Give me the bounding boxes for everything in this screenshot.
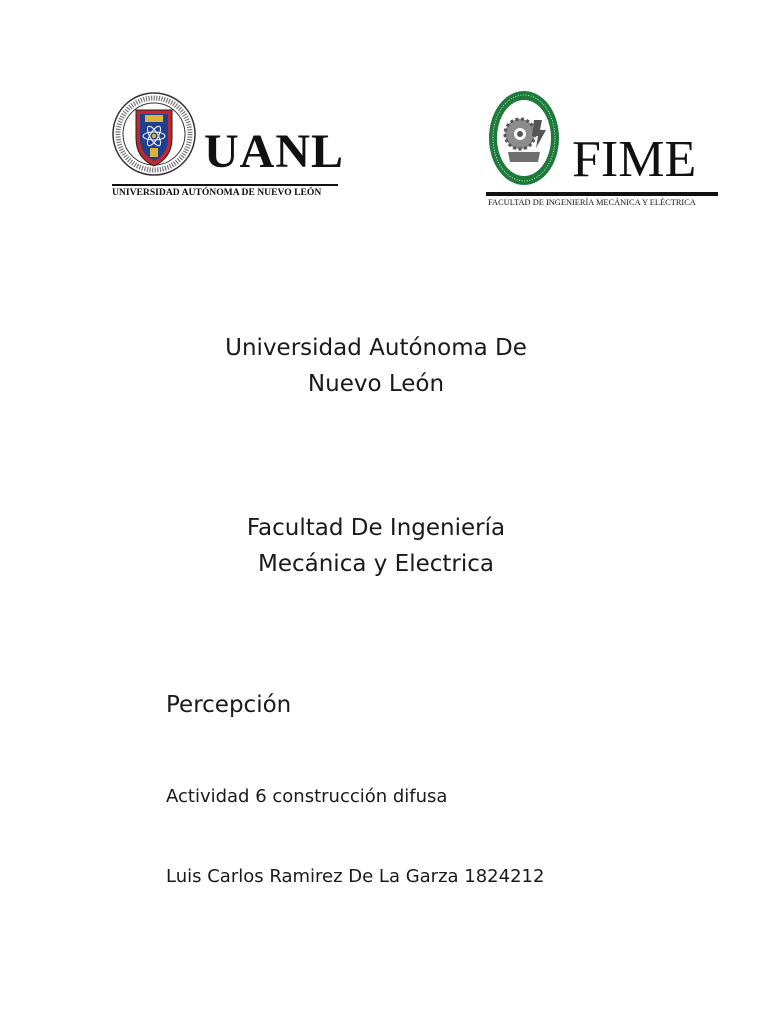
faculty-name (0, 510, 752, 582)
uanl-wordmark: UANL (204, 125, 345, 178)
activity-title: Actividad 6 construcción difusa (166, 786, 448, 807)
fime-subtitle: FACULTAD DE INGENIERÍA MECÁNICA Y ELÉCTRICA (488, 198, 696, 207)
fime-seal-icon (488, 90, 560, 186)
fime-divider (486, 192, 718, 196)
university-name-line-2: Nuevo León (307, 371, 445, 397)
course-title: Percepción (166, 692, 292, 718)
university-name (0, 330, 752, 402)
uanl-divider (112, 184, 338, 186)
fime-logo (486, 88, 720, 212)
uanl-logo (112, 92, 345, 200)
faculty-name-line-1: Facultad De Ingeniería (246, 515, 506, 541)
author-name: Luis Carlos Ramirez De La Garza 1824212 (166, 866, 545, 887)
university-name-line-1: Universidad Autónoma De (225, 335, 527, 361)
fime-wordmark: FIME (572, 131, 697, 188)
uanl-seal-icon (112, 92, 196, 176)
faculty-name-line-2: Mecánica y Electrica (258, 551, 494, 577)
uanl-subtitle: UNIVERSIDAD AUTÓNOMA DE NUEVO LEÓN (112, 187, 322, 198)
